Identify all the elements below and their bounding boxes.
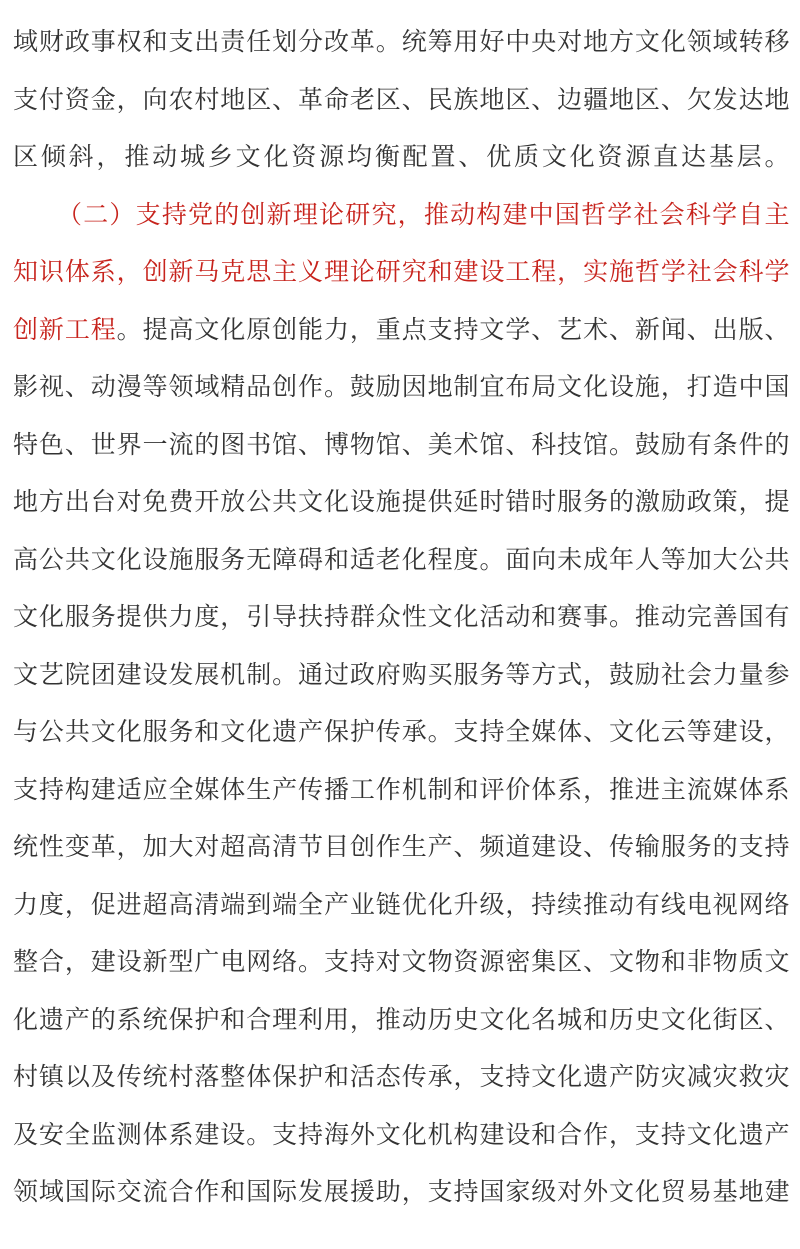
highlighted-text: 创新工程	[13, 315, 117, 344]
body-text: 支持构建适应全媒体生产传播工作机制和评价体系，推进主流媒体系	[13, 775, 790, 804]
body-text: 区倾斜，推动城乡文化资源均衡配置、优质文化资源直达基层。	[13, 143, 790, 171]
article-body	[13, 14, 790, 1222]
body-text: 影视、动漫等领域精品创作。鼓励因地制宜布局文化设施，打造中国	[13, 373, 790, 401]
body-text: 及安全监测体系建设。支持海外文化机构建设和合作，支持文化遗产	[13, 1120, 790, 1149]
body-text: 统性变革，加大对超高清节目创作生产、频道建设、传输服务的支持	[13, 833, 790, 861]
highlighted-text: （二）支持党的创新理论研究，推动构建中国哲学社会科学自主	[57, 200, 790, 229]
text-line	[13, 129, 790, 187]
body-text: 领域国际交流合作和国际发展援助，支持国家级对外文化贸易基地建	[13, 1178, 790, 1206]
text-line	[13, 1049, 790, 1107]
text-line	[13, 934, 790, 992]
text-line	[13, 992, 790, 1050]
body-text: 支付资金，向农村地区、革命老区、民族地区、边疆地区、欠发达地	[13, 85, 790, 114]
text-line	[13, 1164, 790, 1222]
body-text: 与公共文化服务和文化遗产保护传承。支持全媒体、文化云等建设，	[13, 718, 790, 746]
text-line	[13, 359, 790, 417]
text-line	[13, 647, 790, 705]
text-line	[13, 244, 790, 302]
body-text: 。提高文化原创能力，重点支持文学、艺术、新闻、出版、	[116, 315, 790, 344]
text-line	[13, 704, 790, 762]
body-text: 文化服务提供力度，引导扶持群众性文化活动和赛事。推动完善国有	[13, 603, 790, 631]
text-line	[13, 474, 790, 532]
body-text: 特色、世界一流的图书馆、博物馆、美术馆、科技馆。鼓励有条件的	[13, 430, 790, 459]
text-line	[13, 762, 790, 820]
text-line	[13, 187, 790, 245]
text-line	[13, 302, 790, 360]
body-text: 地方出台对免费开放公共文化设施提供延时错时服务的激励政策，提	[13, 488, 790, 516]
body-text: 整合，建设新型广电网络。支持对文物资源密集区、文物和非物质文	[13, 948, 790, 976]
body-text: 力度，促进超高清端到端全产业链优化升级，持续推动有线电视网络	[13, 890, 790, 919]
text-line	[13, 532, 790, 590]
body-text: 化遗产的系统保护和合理利用，推动历史文化名城和历史文化街区、	[13, 1005, 790, 1034]
text-line	[13, 589, 790, 647]
highlighted-text: 知识体系，创新马克思主义理论研究和建设工程，实施哲学社会科学	[13, 258, 790, 286]
body-text: 村镇以及传统村落整体保护和活态传承，支持文化遗产防灾减灾救灾	[13, 1063, 790, 1091]
text-line	[13, 877, 790, 935]
body-text: 域财政事权和支出责任划分改革。统筹用好中央对地方文化领域转移	[13, 28, 790, 56]
text-line	[13, 417, 790, 475]
text-line	[13, 72, 790, 130]
text-line	[13, 14, 790, 72]
body-text: 文艺院团建设发展机制。通过政府购买服务等方式，鼓励社会力量参	[13, 660, 790, 689]
body-text: 高公共文化设施服务无障碍和适老化程度。面向未成年人等加大公共	[13, 545, 790, 574]
text-line	[13, 1107, 790, 1165]
text-line	[13, 819, 790, 877]
